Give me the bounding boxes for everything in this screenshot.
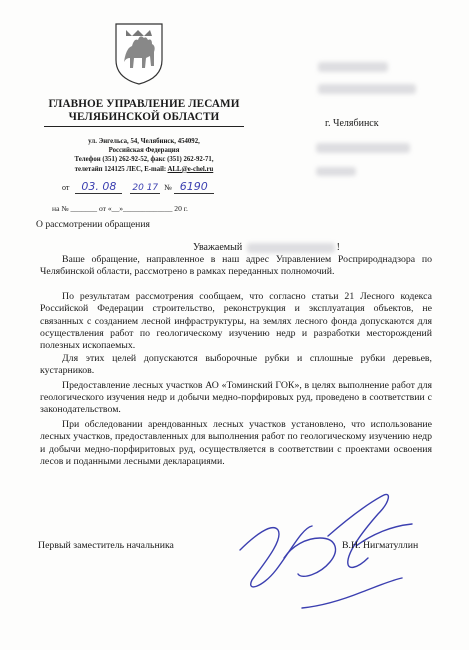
- recipient-city: г. Челябинск: [325, 118, 379, 129]
- body-paragraph: Ваше обращение, направленное в наш адрес Управлением Росприроднадзора по Челябинской области, рассмотрено в рамках переданных полномочий.: [40, 254, 432, 278]
- registration-year: 20 17: [132, 183, 159, 193]
- salutation-suffix: !: [336, 242, 341, 253]
- registration-date: 03. 08: [75, 180, 122, 194]
- header-divider: [44, 126, 244, 127]
- salutation-prefix: Уважаемый: [193, 242, 243, 253]
- redacted-recipient-line-1: [318, 62, 388, 72]
- body-paragraph: При обследовании арендованных лесных участков установлено, что использование лесных участков, предоставленных для выполнения работ по геологическому изучению недр и добычи медно-порфиритовых руд, осуществляется в соответствии с проектами освоения лесов и поданными лесными декларациями.: [40, 418, 432, 468]
- signatory-position: Первый заместитель начальника: [38, 540, 174, 551]
- handwritten-signature: [232, 488, 432, 628]
- letter-body: [40, 254, 432, 469]
- phone-line: Телефон (351) 262-92-52, факс (351) 262-92-71,: [74, 156, 214, 164]
- letter-subject: О рассмотрении обращения: [36, 219, 150, 230]
- teletype-label: телетайп 124125 ЛЕС, E-mail:: [74, 165, 167, 173]
- org-title-line-2: ЧЕЛЯБИНСКОЙ ОБЛАСТИ: [68, 111, 220, 123]
- salutation: [193, 242, 340, 253]
- email-link[interactable]: ALL@e-chel.ru: [167, 165, 214, 173]
- redacted-recipient-line-2: [318, 84, 416, 94]
- number-label: №: [164, 183, 172, 192]
- address-line-1: ул. Энгельса, 54, Челябинск, 454092,: [88, 138, 200, 145]
- registration-number: 6190: [174, 180, 214, 194]
- address-line-2: Российская Федерация: [108, 147, 180, 155]
- redacted-addressee-name: [247, 243, 335, 253]
- coat-of-arms-emblem: [112, 22, 166, 86]
- teletype-line: [44, 165, 244, 174]
- from-label: от: [62, 183, 70, 192]
- registration-line: [62, 180, 214, 193]
- reference-line: на № _______ от «__»_____________ 20 г.: [52, 204, 188, 213]
- body-paragraph: Предоставление лесных участков АО «Томинский ГОК», в целях выполнение работ для геологического изучения недр и добычи медно-порфировых руд, проведено в соответствии с законодательством.: [40, 379, 432, 416]
- redacted-recipient-line-3: [316, 143, 410, 153]
- organization-title: [44, 98, 244, 124]
- org-title-line-1: ГЛАВНОЕ УПРАВЛЕНИЕ ЛЕСАМИ: [48, 98, 240, 110]
- organization-contacts: [44, 137, 244, 174]
- redacted-recipient-line-4: [316, 167, 356, 176]
- body-paragraph: Для этих целей допускаются выборочные рубки и сплошные рубки деревьев, кустарников.: [40, 352, 432, 377]
- body-paragraph: По результатам рассмотрения сообщаем, что согласно статьи 21 Лесного кодекса Российской Федерации строительство, реконструкция и эксплуатация объектов, не связанных с созданием лесной инфраструктуры, на землях лесного фонда допускаются для осуществления работ по геологическому изучению недр и разработки месторождений полезных ископаемых.: [40, 290, 432, 352]
- signatory-name: В.Н. Нигматуллин: [342, 540, 419, 551]
